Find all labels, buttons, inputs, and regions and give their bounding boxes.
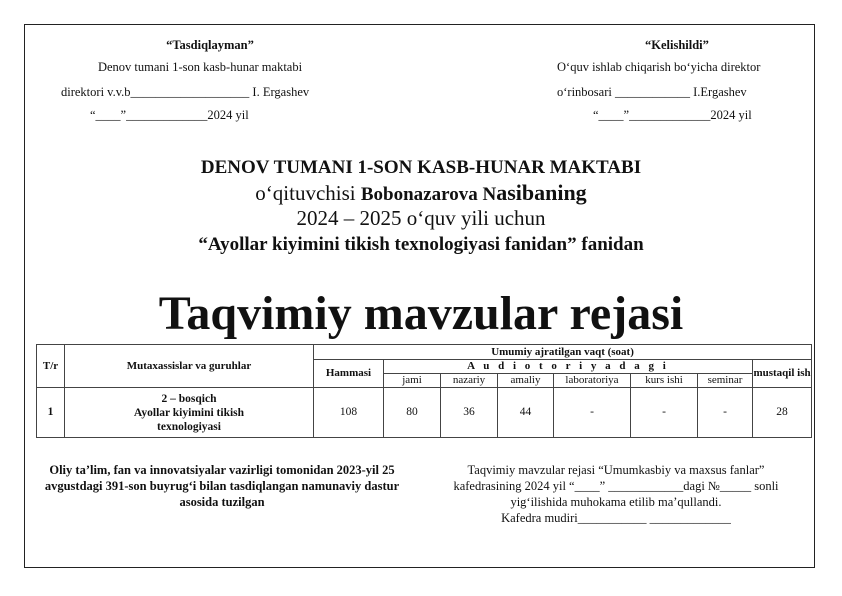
school-title: DENOV TUMANI 1-SON KASB-HUNAR MAKTABI: [200, 157, 642, 178]
header-amaliy: amaliy: [498, 374, 554, 388]
plan-table: [36, 344, 812, 438]
cell-mustaqil: 28: [753, 388, 812, 438]
footer-right-line1: Taqvimiy mavzular rejasi “Umumkasbiy va maxsus fanlar”: [467, 463, 765, 477]
approval-left-heading: “Tasdiqlayman”: [166, 38, 254, 52]
table-row: [37, 388, 812, 438]
cell-seminar: -: [698, 388, 753, 438]
footer-right-line4: Kafedra mudiri___________ _____________: [501, 511, 731, 525]
teacher-line: [0, 180, 842, 206]
group-line3: texnologiyasi: [157, 420, 221, 433]
approval-left-line3: “____”_____________2024 yil: [90, 108, 249, 122]
teacher-name-suffix: asibaning: [496, 180, 587, 205]
main-title: Taqvimiy mavzular rejasi: [158, 287, 684, 340]
teacher-prefix: o‘qituvchisi: [255, 181, 356, 205]
cell-kurs-ishi: -: [631, 388, 698, 438]
approval-right-line2: o‘rinbosari ____________ I.Ergashev: [557, 85, 747, 99]
header-total-time: Umumiy ajratilgan vaqt (soat): [314, 345, 812, 360]
approval-right-line3: “____”_____________2024 yil: [593, 108, 752, 122]
header-nazariy: nazariy: [441, 374, 498, 388]
cell-total: 108: [314, 388, 384, 438]
cell-jami: 80: [384, 388, 441, 438]
cell-nazariy: 36: [441, 388, 498, 438]
teacher-name: Bobonazarova N: [360, 184, 497, 205]
approval-right-line1: O‘quv ishlab chiqarish bo‘yicha direktor: [557, 60, 761, 74]
header-jami: jami: [384, 374, 441, 388]
header-tr: T/r: [37, 345, 65, 388]
cell-group: [65, 388, 314, 438]
subject-line: “Ayollar kiyimini tikish texnologiyasi fanidan” fanidan: [198, 234, 644, 255]
footer-right-note: [420, 462, 812, 526]
header-independent: mustaqil ish: [753, 360, 812, 388]
year-line: 2024 – 2025 o‘quv yili uchun: [296, 206, 546, 230]
footer-right-line2: kafedrasining 2024 yil “____” ____________dagi №_____ sonli: [453, 479, 779, 493]
header-kurs-ishi: kurs ishi: [631, 374, 698, 388]
approval-right-heading: “Kelishildi”: [645, 38, 709, 52]
header-total: Hammasi: [314, 360, 384, 388]
header-specialties: Mutaxassislar va guruhlar: [65, 345, 314, 388]
cell-tr: 1: [37, 388, 65, 438]
header-laboratoriya: laboratoriya: [554, 374, 631, 388]
header-seminar: seminar: [698, 374, 753, 388]
footer-left-note: Oliy ta’lim, fan va innovatsiyalar vazirligi tomonidan 2023-yil 25 avgustdagi 391-son buyrug‘i bilan tasdiqlangan namunaviy dastur asosida tuzilgan: [44, 463, 400, 509]
cell-amaliy: 44: [498, 388, 554, 438]
group-line1: 2 – bosqich: [161, 392, 217, 405]
cell-laboratoriya: -: [554, 388, 631, 438]
approval-left-line2: direktori v.v.b___________________ I. Ergashev: [61, 85, 310, 99]
approval-left-line1: Denov tumani 1-son kasb-hunar maktabi: [97, 60, 303, 74]
group-line2: Ayollar kiyimini tikish: [133, 406, 245, 419]
footer-right-line3: yig‘ilishida muhokama etilib ma’qullandi.: [510, 495, 722, 509]
header-auditorium: A u d i o t o r i y a d a g i: [384, 360, 753, 374]
